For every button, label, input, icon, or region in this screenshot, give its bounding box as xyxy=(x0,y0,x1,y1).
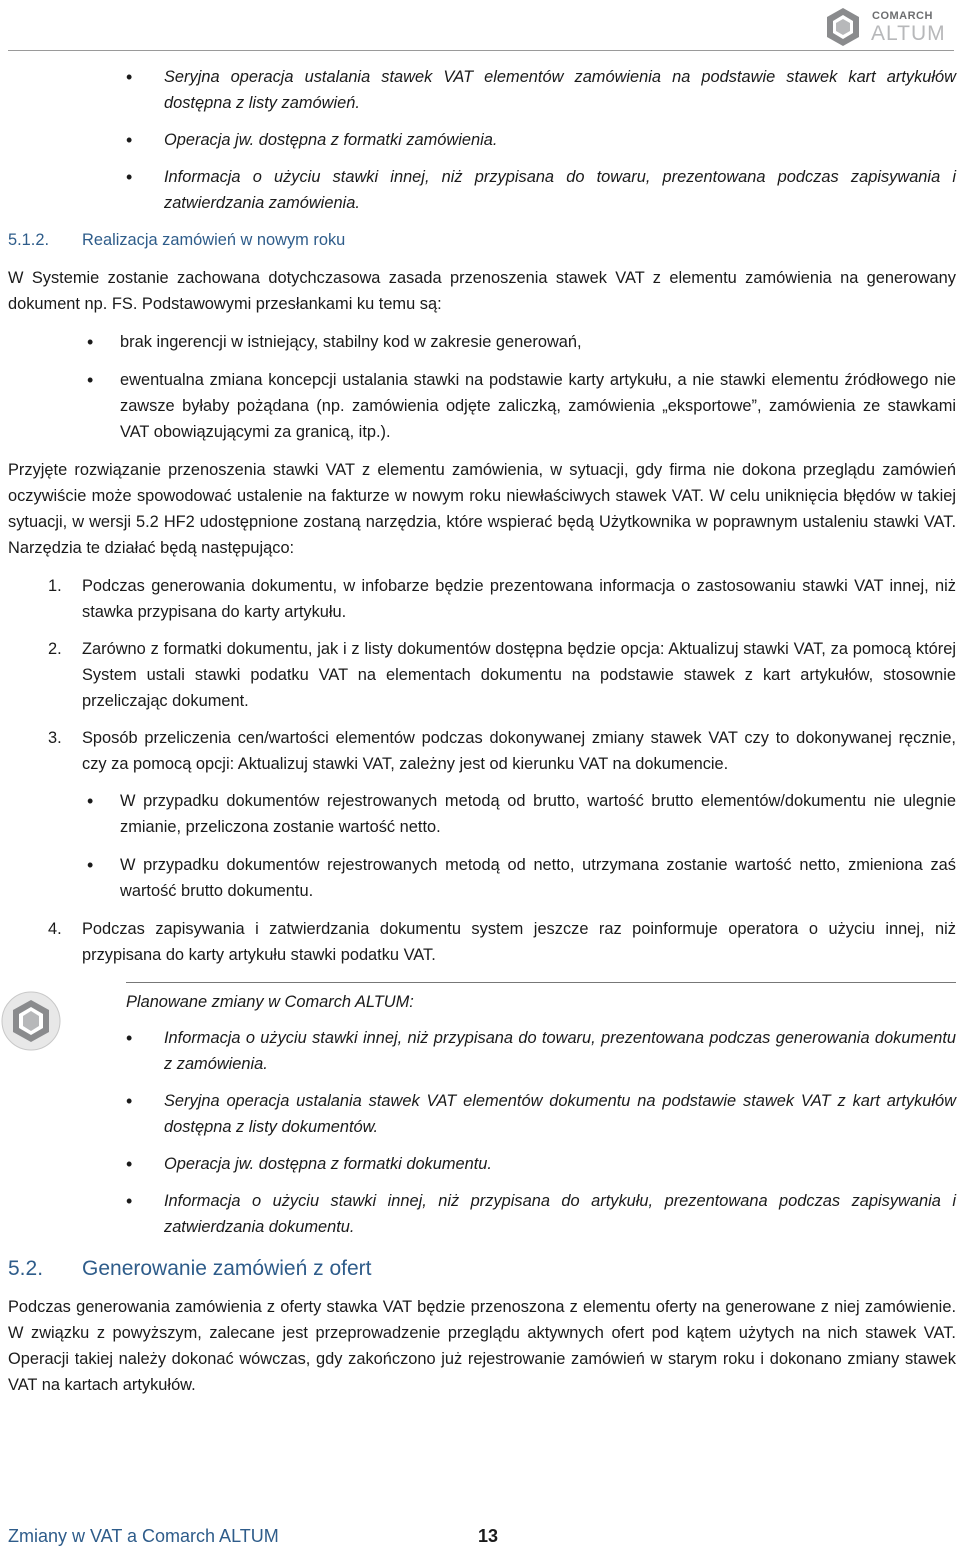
planned-changes-icon xyxy=(0,990,62,1052)
step-text: Podczas generowania dokumentu, w infobarze będzie prezentowana informacja o zastosowaniu stawki VAT innej, niż stawka przypisana do karty artykułu. xyxy=(82,577,956,621)
list-item xyxy=(48,636,956,714)
list-item: • Informacja o użyciu stawki innej, niż przypisana do towaru, prezentowana podczas generowania dokumentu z zamówienia. xyxy=(164,1025,956,1077)
comarch-altum-logo-icon xyxy=(822,6,864,48)
section-heading-5-2 xyxy=(8,1254,956,1284)
comarch-altum-logo xyxy=(822,4,952,48)
steps-list-continued xyxy=(48,916,956,968)
list-item: • Informacja o użyciu stawki innej, niż przypisana do artykułu, prezentowana podczas zapisywania i zatwierdzania dokumentu. xyxy=(164,1188,956,1240)
planned-divider xyxy=(126,982,956,983)
list-item: • Informacja o użyciu stawki innej, niż przypisana do towaru, prezentowana podczas zapisywania i zatwierdzania zamówienia. xyxy=(164,164,956,216)
planned-title: Planowane zmiany w Comarch ALTUM: xyxy=(126,993,414,1011)
step-text: Sposób przeliczenia cen/wartości elementów podczas dokonywanej zmiany stawek VAT czy to dokonywanej ręcznie, czy za pomocą opcji: Aktualizuj stawki VAT, zależny jest od kierunku VAT na dokumencie. xyxy=(82,729,956,773)
list-item: • brak ingerencji w istniejący, stabilny kod w zakresie generowań, xyxy=(120,329,956,355)
section-title: Realizacja zamówień w nowym roku xyxy=(82,231,346,249)
solution-paragraph: Przyjęte rozwiązanie przenoszenia stawki VAT z elementu zamówienia, w sytuacji, gdy firma nie dokona przeglądu zamówień oczywiście może spowodować ustalenie na fakturze w nowym roku niewłaściwych stawek VAT. W celu uniknięcia błędów w takiej sytuacji, w wersji 5.2 HF2 udostępnione zostaną narzędzia, które wspierać będą Użytkownika w poprawnym ustaleniu stawki VAT. Narzędzia te działać będą następująco: xyxy=(8,461,956,557)
step3-bullet-list xyxy=(120,788,956,904)
step-text: Podczas zapisywania i zatwierdzania dokumentu system jeszcze raz poinformuje operatora o użyciu innej, niż przypisana do karty artykułu stawki podatku VAT. xyxy=(82,920,956,964)
page-content xyxy=(8,64,956,1398)
footer-title: Zmiany w VAT a Comarch ALTUM xyxy=(8,1526,279,1546)
section-heading-5-1-2 xyxy=(8,227,956,253)
list-item xyxy=(48,725,956,777)
list-item: • Seryjna operacja ustalania stawek VAT elementów dokumentu na podstawie stawek VAT z kart artykułów dostępna z listy dokumentów. xyxy=(164,1088,956,1140)
step-number: 2. xyxy=(48,640,62,658)
list-item: • Seryjna operacja ustalania stawek VAT elementów zamówienia na podstawie stawek kart artykułów dostępna z listy zamówień. xyxy=(164,64,956,116)
list-item: • W przypadku dokumentów rejestrowanych metodą od netto, utrzymana zostanie wartość netto, zmieniona zaś wartość brutto dokumentu. xyxy=(120,852,956,904)
section-title: Generowanie zamówień z ofert xyxy=(82,1257,372,1280)
list-item xyxy=(48,573,956,625)
offers-paragraph: Podczas generowania zamówienia z oferty stawka VAT będzie przenoszona z elementu oferty na generowane z niej zamówienie. W związku z powyższym, zalecane jest przeprowadzenie przeglądu aktywnych ofert pod kątem użytych na nich stawek VAT. Operacji takiej należy dokonać wówczas, gdy zakończono już rejestrowanie zamówień w starym roku i dokonano zmiany stawek VAT na kartach artykułów. xyxy=(8,1298,956,1394)
list-item: • W przypadku dokumentów rejestrowanych metodą od brutto, wartość brutto elementów/dokumentu nie ulegnie zmianie, przeliczona zostanie wartość netto. xyxy=(120,788,956,840)
list-item xyxy=(48,916,956,968)
intro-paragraph: W Systemie zostanie zachowana dotychczasowa zasada przenoszenia stawek VAT z elementu zamówienia na generowany dokument np. FS. Podstawowymi przesłankami ku temu są: xyxy=(8,269,956,313)
planned-list xyxy=(164,1025,956,1240)
step-number: 4. xyxy=(48,920,62,938)
header-divider xyxy=(8,50,954,51)
step-number: 1. xyxy=(48,577,62,595)
planned-changes-box xyxy=(8,982,956,1240)
logo-brand-bottom: ALTUM xyxy=(871,22,946,45)
section-number: 5.2. xyxy=(8,1257,44,1280)
step-number: 3. xyxy=(48,729,62,747)
page-number: 13 xyxy=(478,1526,499,1546)
steps-list xyxy=(48,573,956,777)
logo-brand-top: COMARCH xyxy=(872,10,933,22)
list-item: • Operacja jw. dostępna z formatki dokumentu. xyxy=(164,1151,956,1177)
list-item: • ewentualna zmiana koncepcji ustalania stawki na podstawie karty artykułu, a nie stawki elementu źródłowego nie zawsze byłaby pożądana (np. zamówienia odjęte zaliczką, zamówienia „eksportowe”, zamówienia ze stawkami VAT obowiązującymi za granicą, itp.). xyxy=(120,367,956,445)
section-number: 5.1.2. xyxy=(8,231,50,249)
list-item: • Operacja jw. dostępna z formatki zamówienia. xyxy=(164,127,956,153)
step-text: Zarówno z formatki dokumentu, jak i z listy dokumentów dostępna będzie opcja: Aktualizuj stawki VAT, za pomocą której System ustali stawki podatku VAT na elementach dokumentu na podstawie stawek z kart artykułów, stosownie przeliczając dokument. xyxy=(82,640,956,710)
reasons-list xyxy=(120,329,956,445)
top-bullet-list xyxy=(164,64,956,216)
